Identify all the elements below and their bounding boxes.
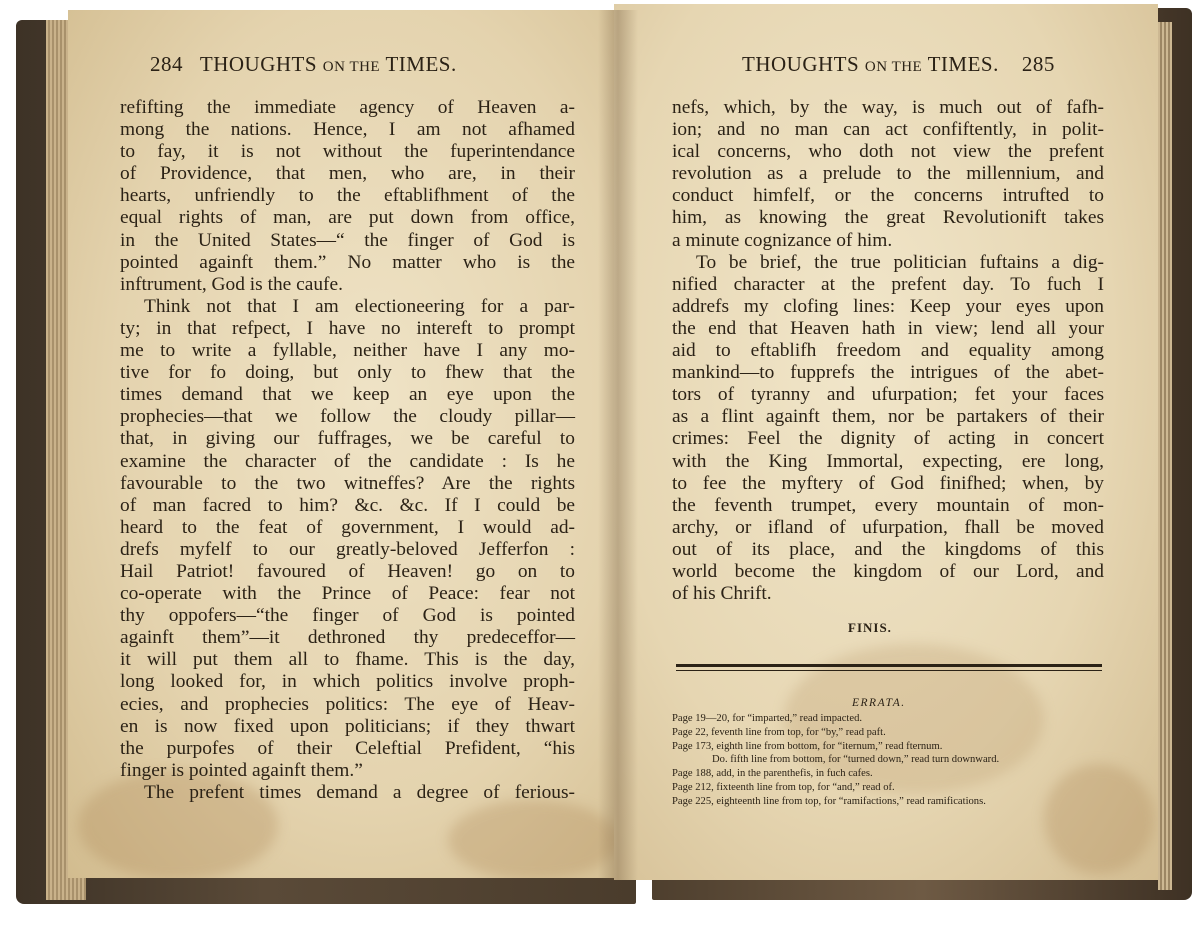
text-line: hearts, unfriendly to the eftablifhment of the [120, 185, 575, 207]
text-line: with the King Immortal, expecting, ere long, [672, 450, 1104, 472]
text-line: addrefs my clofing lines: Keep your eyes upon [672, 295, 1104, 317]
text-line: ion; and no man can act confiftently, in polit- [672, 119, 1104, 141]
right-body-text [672, 97, 1104, 605]
text-line: to fay, it is not without the fuperintendance [120, 141, 575, 163]
errata-list [672, 712, 1112, 809]
left-running-head [150, 52, 457, 77]
errata-rule [676, 664, 1102, 667]
running-head-word: THOUGHTS [199, 52, 318, 76]
text-line: long looked for, in which politics involve proph- [120, 671, 575, 693]
text-line: the end that Heaven hath in view; lend all your [672, 317, 1104, 339]
text-line: crimes: Feel the dignity of acting in concert [672, 428, 1104, 450]
text-line: ecies, and prophecies politics: The eye of Heav- [120, 693, 575, 715]
errata-entry: Page 22, feventh line from top, for “by,” read paft. [672, 726, 886, 738]
text-line: Hail Patriot! favoured of Heaven! go on to [120, 560, 575, 582]
text-line: of Providence, that men, who are, in their [120, 163, 575, 185]
text-line: that, in giving our fuffrages, we be careful to [120, 428, 575, 450]
text-line: the feventh trumpet, every mountain of mon- [672, 494, 1104, 516]
errata-entry: Page 212, fixteenth line from top, for “and,” read of. [672, 781, 895, 793]
text-line: co-operate with the Prince of Peace: fear not [120, 583, 575, 605]
errata-title: ERRATA. [852, 697, 906, 709]
text-line: out of its place, and the kingdoms of this [672, 538, 1104, 560]
text-line: a minute cognizance of him. [672, 229, 893, 251]
running-head-word: TIMES. [385, 52, 457, 76]
text-line: thy oppofers—“the finger of God is pointed [120, 605, 575, 627]
errata-entry: Do. fifth line from bottom, for “turned down,” read turn downward. [712, 754, 1000, 766]
text-line: of man facred to him? &c. &c. If I could be [120, 494, 575, 516]
text-line: examine the character of the candidate : Is he [120, 450, 575, 472]
text-line: mong the nations. Hence, I am not afhamed [120, 119, 575, 141]
text-line: me to write a fyllable, neither have I any mo- [120, 340, 575, 362]
text-line: finger is pointed againft them.” [120, 759, 363, 781]
text-line: as a flint againft them, nor be partakers of their [672, 406, 1104, 428]
text-line: ty; in that refpect, I have no intereft to prompt [120, 317, 575, 339]
errata-rule-thin [676, 670, 1102, 671]
text-line: archy, or ifland of ufurpation, fhall be moved [672, 516, 1104, 538]
running-head-small: ON THE [864, 59, 923, 75]
text-line: favourable to the two witneffes? Are the rights [120, 472, 575, 494]
book-gutter [598, 10, 638, 880]
text-line: the purpofes of their Celeftial Prefident, “his [120, 737, 575, 759]
text-line: The prefent times demand a degree of ferious- [144, 781, 575, 803]
text-line: tive for fo doing, but only to fhew that the [120, 362, 575, 384]
running-head-small: ON THE [322, 59, 381, 75]
text-line: pointed againft them.” No matter who is the [120, 251, 575, 273]
text-line: equal rights of man, are put down from office, [120, 207, 575, 229]
right-running-head [742, 52, 1055, 77]
text-line: him, as knowing the great Revolutionift takes [672, 207, 1104, 229]
text-line: ical concerns, who doth not view the prefent [672, 141, 1104, 163]
text-line: in the United States—“ the finger of God is [120, 229, 575, 251]
text-line: To be brief, the true politician fuftains a dig- [696, 251, 1104, 273]
errata-entry: Page 225, eighteenth line from top, for “ramifactions,” read ramifications. [672, 795, 986, 807]
text-line: mankind—to fupprefs the intrigues of the abet- [672, 362, 1104, 384]
text-line: refifting the immediate agency of Heaven a- [120, 97, 575, 118]
text-line: it will put them all to fhame. This is the day, [120, 649, 575, 671]
text-line: inftrument, God is the caufe. [120, 273, 343, 295]
text-line: nified character at the prefent day. To fuch I [672, 273, 1104, 295]
text-line: times demand that we keep an eye upon the [120, 384, 575, 406]
text-line: tors of tyranny and ufurpation; fet your faces [672, 384, 1104, 406]
errata-entry: Page 173, eighth line from bottom, for “iternum,” read fternum. [672, 740, 943, 752]
left-body-text [120, 97, 575, 804]
left-page-number: 284 [150, 52, 183, 76]
text-line: heard to the feat of government, I would ad- [120, 516, 575, 538]
text-line: conduct himfelf, or the concerns intrufted to [672, 185, 1104, 207]
errata-entry: Page 188, add, in the parenthefis, in fuch cafes. [672, 768, 873, 780]
text-line: en is now fixed upon politicians; if they thwart [120, 715, 575, 737]
right-page-edges [1158, 22, 1172, 890]
finis-mark: FINIS. [848, 620, 892, 635]
text-line: to fee the myftery of God finifhed; when, by [672, 472, 1104, 494]
running-head-word: TIMES. [927, 52, 999, 76]
text-line: againft them”—it dethroned thy predeceffor— [120, 627, 575, 649]
text-line: aid to eftablifh freedom and equality among [672, 340, 1104, 362]
errata-entry: Page 19—20, for “imparted,” read impacted. [672, 713, 863, 724]
water-stain [448, 800, 618, 878]
text-line: of his Chrift. [672, 583, 772, 605]
running-head-word: THOUGHTS [742, 52, 860, 76]
text-line: drefs myfelf to our greatly-beloved Jefferfon : [120, 538, 575, 560]
right-page-number: 285 [1021, 52, 1055, 76]
text-line: nefs, which, by the way, is much out of fafh- [672, 97, 1104, 118]
text-line: revolution as a prelude to the millennium, and [672, 163, 1104, 185]
text-line: Think not that I am electioneering for a par- [144, 295, 575, 317]
text-line: world become the kingdom of our Lord, and [672, 560, 1104, 582]
text-line: prophecies—that we follow the cloudy pillar— [120, 406, 575, 428]
